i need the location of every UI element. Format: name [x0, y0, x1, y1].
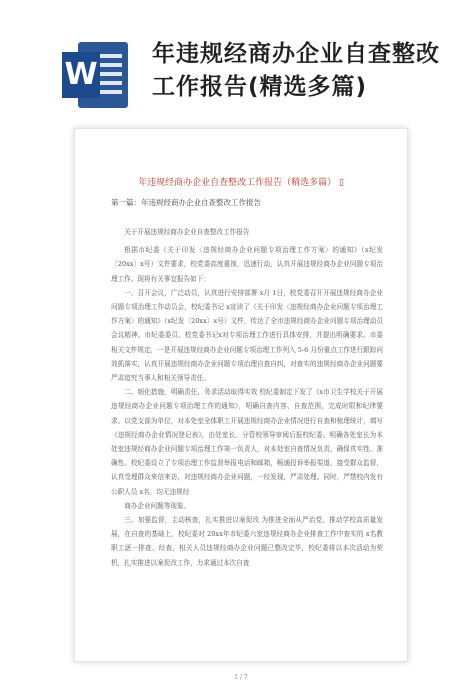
word-icon-letter: W — [62, 52, 100, 98]
document-page-preview — [74, 128, 408, 681]
header — [0, 0, 474, 120]
page-number: 1 / 7 — [234, 674, 248, 681]
document-title: 年违规经商办企业自查整改工作报告(精选多篇) — [152, 41, 440, 100]
page-title: 年违规经商办企业自查整改工作报告（精选多篇） ▯ — [138, 178, 344, 188]
paragraph: 一、召开会议，广泛动员，认真进行安排部署 x月 1日，校党委召开开展违规经商办企业问题专项治理工作动员会，校纪委书记 x宣读了《关于印发〈违规经商办企业问题专项治理工作方案〉的通知》（x纪发〔20xx〕x号）文件，传达了全市违规经商办企业问题专项治理动员会议精神。市纪委委员、校党委书记x对专项治理工作进行具体安排，并提出明确要求。市委相关文件规定，一是开展违规经商办企业问题专项治理工作列入 5-6 月份重点工作进行跟踪问效抓落实，认真开展违规经商办企业问题专项治理自查自纠，对查实的违规经商办企业问题要严肃追究当事人和相关领导责任。 — [111, 288, 383, 383]
paragraph: 二、细化措施，明确责任，务求活动取得实效 校纪委制定下发了《x市卫生学校关于开展违规经商办企业问题专项治理工作的通知》，明确自查内容、自查范围，完成时限和纪律要求。以党支部为单位，对本处室全体职工开展违规经商办企业情况进行自查和梳理统计，填写《违规经商办企业情况登记表》，由处室长、分管校领导审阅后报校纪委。明确各处室长为本处室违规经商办企业问题专项治理工作第一负责人，对本处室自查情况负责，确保真实性、准确性。校纪委设立了专项治理工作监督举报电话和邮箱，畅通投诉举报渠道，接受群众监督，认真受理群众来信来访，对违规经商办企业问题，一经发现，严肃处理。同时，严禁校内发有公职人员 x名，均无违规经 — [111, 388, 383, 496]
paragraph: 商办企业问题等现象。 — [124, 501, 191, 510]
paragraph: 三、加强监督，主动核查，扎实推进以案促改 为推进全面从严治党，推动学校高质量发展，在自查的基础上，校纪委对 20xx年市纪委六室违规经商办企业排查工作中查实的 x名教职工逐一排查、经查，相关人员违规经商办企业问题已整改完毕，校纪委将以本次活动为契机，扎实推进以案促改工作，力求通过本次自查 — [111, 516, 383, 567]
document-body — [111, 225, 383, 570]
paragraph: 根据市纪委《关于印发〈违规经商办企业问题专项治理工作方案〉的通知》（x纪发〔20xx〕x号）文件要求，校党委高度重视，迅速行动，认真开展违规经商办企业问题专项治理工作。现将有关事宜报告如下： — [111, 246, 383, 283]
subheading: 关于开展违规经商办企业自查整改工作报告 — [124, 228, 250, 236]
section-heading: 第一篇：年违规经商办企业自查整改工作报告 — [111, 198, 261, 207]
word-icon — [62, 42, 130, 108]
